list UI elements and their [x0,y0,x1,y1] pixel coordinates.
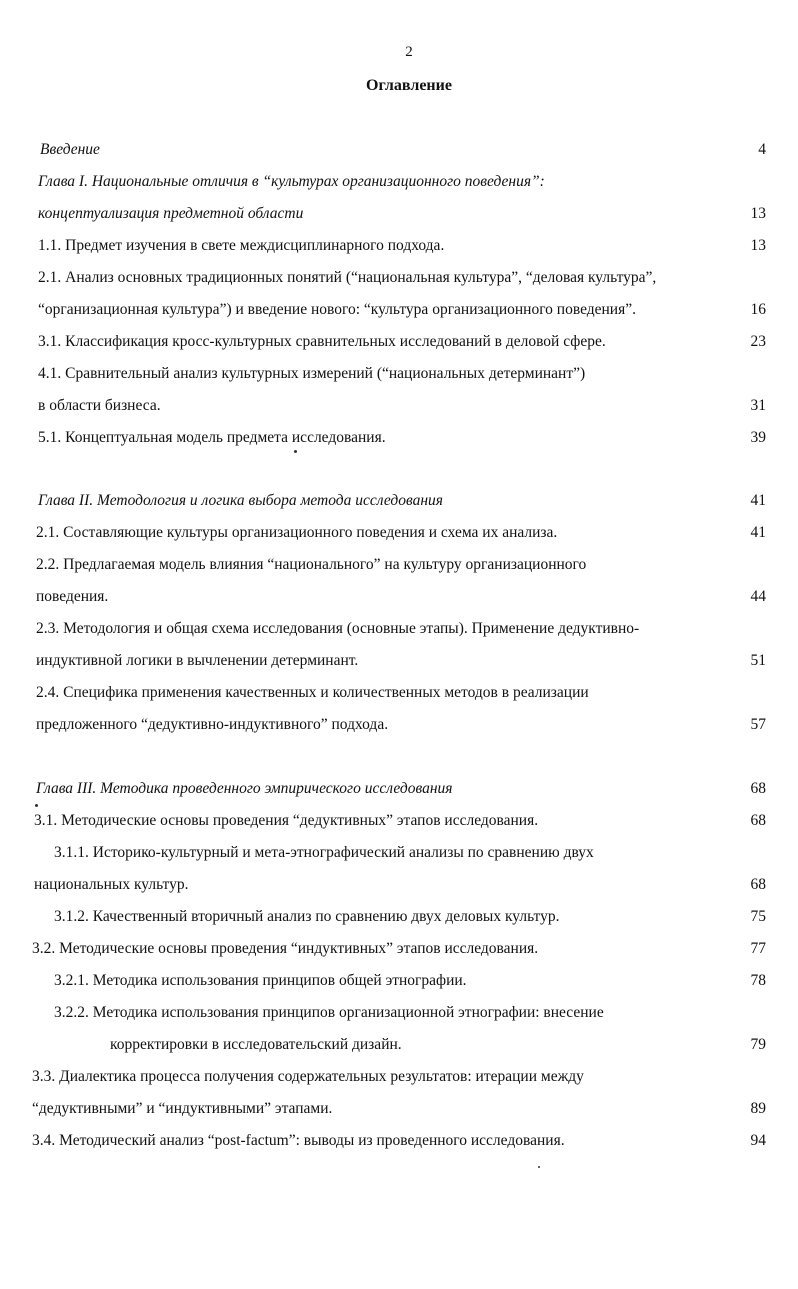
toc-entry-title: 3.2.2. Методика использования принципов организационной этнографии: внесение [54,1004,604,1021]
toc-entry-title: предложенного “дедуктивно-индуктивного” подхода. [36,716,389,733]
toc-entry-title: 3.1.2. Качественный вторичный анализ по сравнению двух деловых культур. [54,908,560,925]
toc-entry-3-2-1 [0,970,798,992]
toc-entry-5-1 [0,427,798,449]
toc-entry-3-2-2 [0,1002,798,1024]
toc-entry-page: 23 [750,333,766,350]
toc-entry-3-4 [0,1130,798,1152]
page-title: Оглавление [366,77,452,94]
toc-entry-3-2 [0,938,798,960]
toc-entry-title: Глава I. Национальные отличия в “культурах организационного поведения”: [38,173,545,190]
toc-entry-title: в области бизнеса. [38,397,161,414]
toc-entry-page: 16 [750,301,766,318]
toc-entry-2-2-cont [0,586,798,608]
toc-entry-page: 78 [750,972,766,989]
toc-entry-1-1 [0,235,798,257]
toc-entry-page: 41 [750,492,766,509]
toc-entry-page: 51 [750,652,766,669]
toc-entry-title: 3.1. Методические основы проведения “дедуктивных” этапов исследования. [34,812,539,829]
toc-entry-3-3-cont [0,1098,798,1120]
toc-entry-page: 79 [750,1036,766,1053]
toc-entry-page: 68 [750,876,766,893]
scan-speck [294,450,297,453]
toc-entry-2-3-cont [0,650,798,672]
toc-entry-title: 3.2. Методические основы проведения “индуктивных” этапов исследования. [32,940,539,957]
toc-entry-title: 5.1. Концептуальная модель предмета исследования. [38,429,386,446]
toc-entry-title: национальных культур. [34,876,189,893]
toc-entry-title: корректировки в исследовательский дизайн. [110,1036,402,1053]
toc-entry-3-1b [0,810,798,832]
toc-entry-page: 44 [750,588,766,605]
toc-entry-title: 4.1. Сравнительный анализ культурных измерений (“национальных детерминант”) [38,365,586,382]
toc-entry-2-3 [0,618,798,640]
toc-entry-title: 3.1. Классификация кросс-культурных сравнительных исследований в деловой сфере. [38,333,606,350]
toc-entry-title: Глава III. Методика проведенного эмпирического исследования [36,780,453,797]
toc-entry-page: 41 [750,524,766,541]
toc-entry-title: 3.4. Методический анализ “post-factum”: выводы из проведенного исследования. [32,1132,565,1149]
toc-chapter-3-heading [0,778,798,800]
toc-entry-title: концептуализация предметной области [38,205,304,222]
scan-speck [35,804,38,807]
toc-entry-3-1-2 [0,906,798,928]
toc-entry-title: “дедуктивными” и “индуктивными” этапами. [32,1100,333,1117]
toc-chapter-2-heading [0,490,798,512]
toc-entry-3-1-1-cont [0,874,798,896]
toc-entry-title: Глава II. Методология и логика выбора метода исследования [38,492,443,509]
toc-entry-4-1 [0,363,798,385]
toc-entry-page: 77 [750,940,766,957]
toc-entry-2-4-cont [0,714,798,736]
toc-entry-page: 89 [750,1100,766,1117]
toc-entry-3-3 [0,1066,798,1088]
toc-entry-page: 57 [750,716,766,733]
toc-entry-title: 2.4. Специфика применения качественных и количественных методов в реализации [36,684,589,701]
toc-entry-page: 4 [758,141,766,158]
toc-entry-title: 2.1. Анализ основных традиционных понятий (“национальная культура”, “деловая культура”, [38,269,657,286]
toc-entry-page: 68 [750,780,766,797]
toc-entry-3-1 [0,331,798,353]
toc-entry-title: “организационная культура”) и введение нового: “культура организационного поведения”. [38,301,636,318]
toc-entry-page: 31 [750,397,766,414]
toc-entry-title: индуктивной логики в вычленении детерминант. [36,652,359,669]
toc-entry-page: 75 [750,908,766,925]
toc-entry-2-1b [0,522,798,544]
page-number: 2 [405,44,413,60]
toc-entry-title: 2.3. Методология и общая схема исследования (основные этапы). Применение дедуктивно- [36,620,640,637]
toc-entry-2-4 [0,682,798,704]
toc-chapter-1-heading [0,171,798,193]
toc-entry-title: 1.1. Предмет изучения в свете междисциплинарного подхода. [38,237,445,254]
toc-entry-3-1-1 [0,842,798,864]
toc-entry-page: 94 [750,1132,766,1149]
toc-entry-title: 3.3. Диалектика процесса получения содержательных результатов: итерации между [32,1068,584,1085]
toc-entry-page: 13 [750,237,766,254]
toc-entry-3-2-2-cont [0,1034,798,1056]
toc-entry-title: поведения. [36,588,109,605]
toc-entry-page: 68 [750,812,766,829]
scan-speck [538,1166,540,1168]
toc-entry-title: Введение [40,141,100,158]
toc-entry-title: 3.2.1. Методика использования принципов общей этнографии. [54,972,467,989]
toc-entry-title: 2.2. Предлагаемая модель влияния “национального” на культуру организационного [36,556,587,573]
toc-entry-page: 39 [750,429,766,446]
toc-entry-page: 13 [750,205,766,222]
toc-entry-2-1 [0,267,798,289]
toc-chapter-1-heading-cont [0,203,798,225]
toc-entry-title: 3.1.1. Историко-культурный и мета-этнографический анализы по сравнению двух [54,844,594,861]
toc-entry-4-1-cont [0,395,798,417]
toc-entry-2-1-cont [0,299,798,321]
toc-entry-2-2 [0,554,798,576]
toc-entry-title: 2.1. Составляющие культуры организационного поведения и схема их анализа. [36,524,558,541]
toc-entry-intro [0,139,798,161]
